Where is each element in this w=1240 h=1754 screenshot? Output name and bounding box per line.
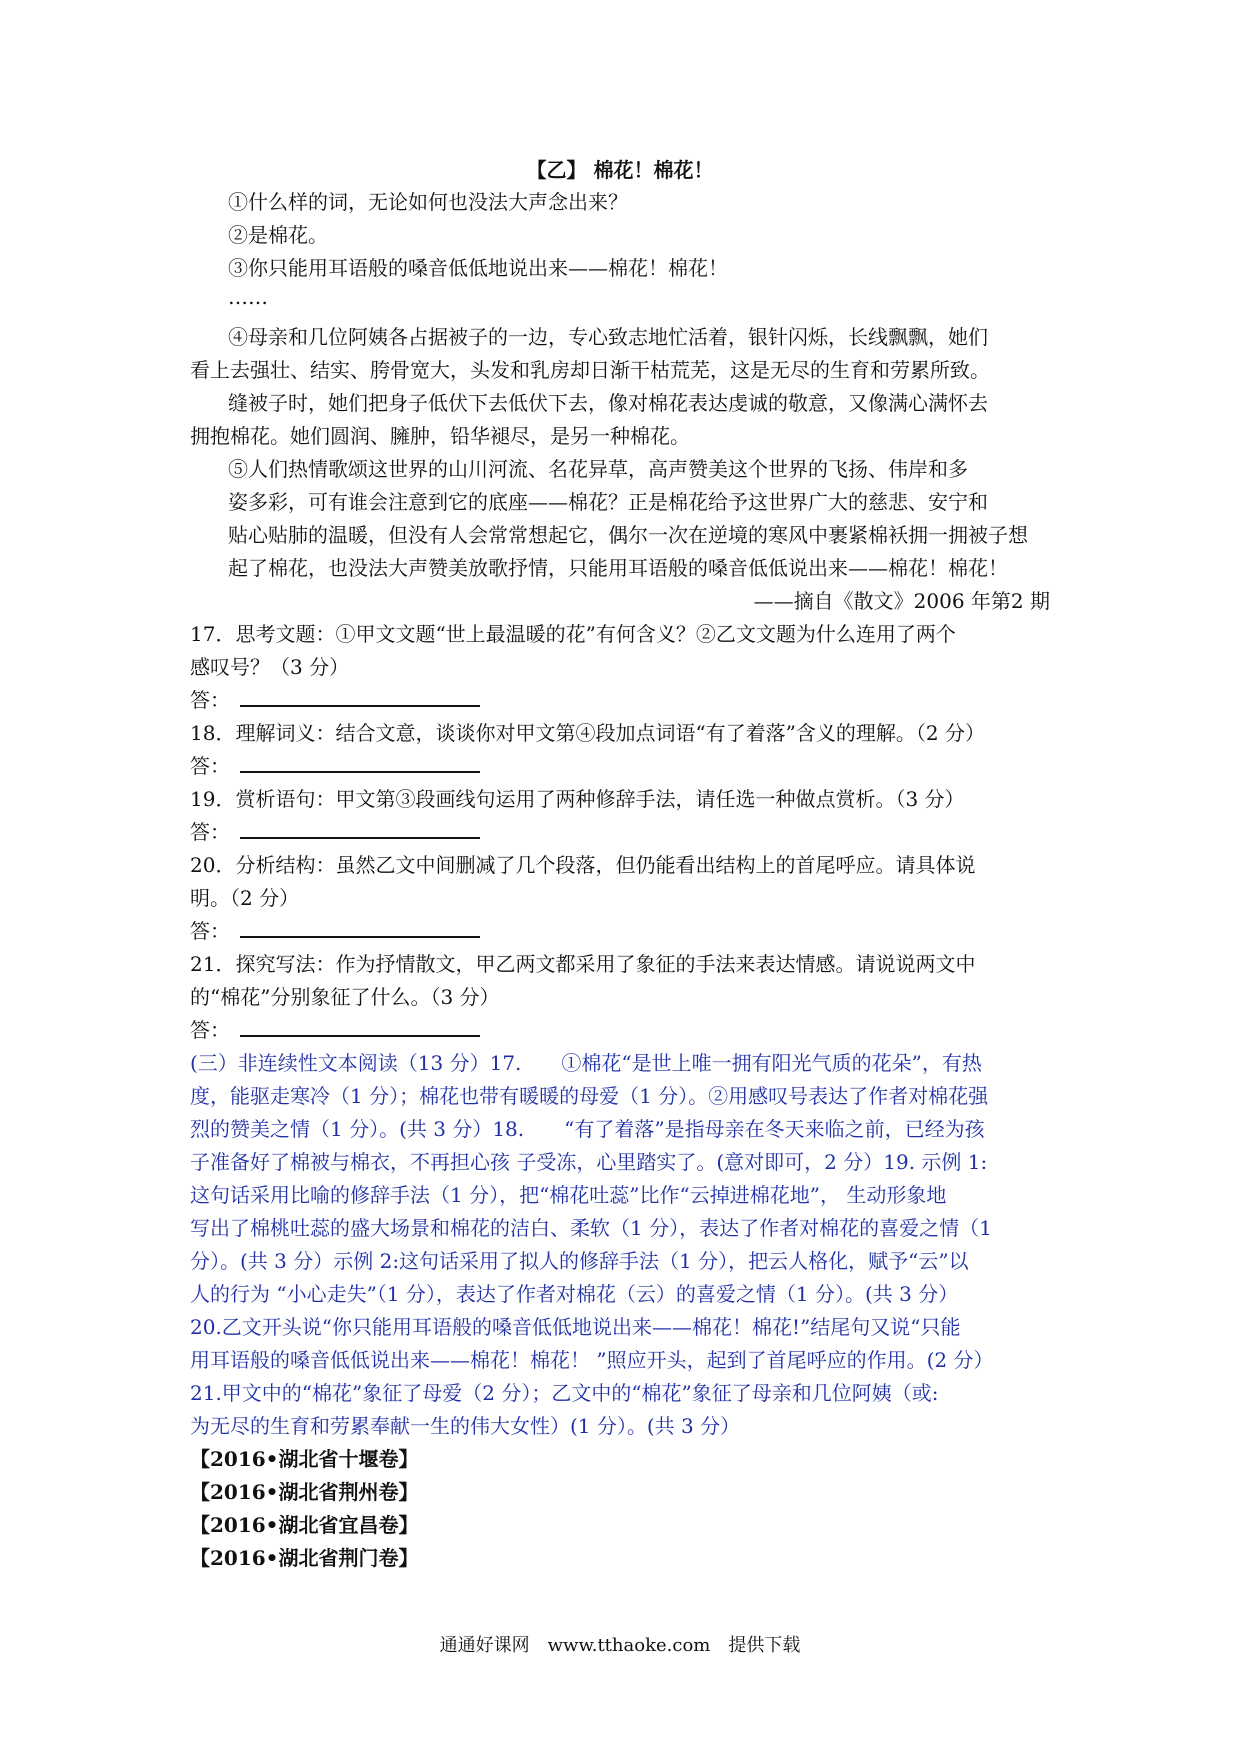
answer-blank-17[interactable]: [240, 687, 480, 707]
section-heading-jingmen: 【2016•湖北省荆门卷】: [190, 1546, 419, 1570]
answer-label: 答：: [190, 820, 230, 844]
question-18: 18．理解词义：结合文意，谈谈你对甲文第④段加点词语“有了着落”含义的理解。（2 分）: [190, 721, 985, 745]
page-footer: 通通好课网 www.tthaoke.com 提供下载: [439, 1635, 801, 1656]
source-citation: ——摘自《散文》2006 年第2 期: [753, 589, 1050, 613]
passage-title: 【乙】 棉花！棉花！: [526, 158, 714, 182]
answer-key-line-6: 写出了棉桃吐蕊的盛大场景和棉花的洁白、柔软（1 分），表达了作者对棉花的喜爱之情（1: [190, 1216, 992, 1240]
answer-row-20: [190, 917, 480, 945]
answer-blank-19[interactable]: [240, 819, 480, 839]
answer-label: 答：: [190, 1018, 230, 1042]
section-heading-jingzhou: 【2016•湖北省荆州卷】: [190, 1480, 419, 1504]
question-17-line-1: 17．思考文题：①甲文文题“世上最温暖的花”有何含义？②乙文文题为什么连用了两个: [190, 622, 956, 646]
section-heading-yichang: 【2016•湖北省宜昌卷】: [190, 1513, 419, 1537]
paragraph-4-line-3: 缝被子时，她们把身子低伏下去低伏下去，像对棉花表达虔诚的敬意，又像满心满怀去: [228, 391, 988, 415]
paragraph-4-line-4: 拥抱棉花。她们圆润、臃肿，铅华褪尽，是另一种棉花。: [190, 424, 690, 448]
question-17-line-2: 感叹号？（3 分）: [190, 655, 350, 679]
answer-row-19: [190, 818, 480, 846]
paragraph-5-line-1: ⑤人们热情歌颂这世界的山川河流、名花异草，高声赞美这个世界的飞扬、伟岸和多: [228, 457, 968, 481]
section-heading-shiyan: 【2016•湖北省十堰卷】: [190, 1447, 419, 1471]
answer-key-line-3: 烈的赞美之情（1 分）。(共 3 分）18. “有了着落”是指母亲在冬天来临之前，已经为孩: [190, 1117, 985, 1141]
answer-key-line-11: 21.甲文中的“棉花”象征了母爱（2 分）；乙文中的“棉花”象征了母亲和几位阿姨（或:: [190, 1381, 939, 1405]
paragraph-4-line-2: 看上去强壮、结实、胯骨宽大，头发和乳房却日渐干枯荒芜，这是无尽的生育和劳累所致。: [190, 358, 990, 382]
question-20-line-1: 20．分析结构：虽然乙文中间删减了几个段落，但仍能看出结构上的首尾呼应。请具体说: [190, 853, 976, 877]
paragraph-5-line-4: 起了棉花，也没法大声赞美放歌抒情，只能用耳语般的嗓音低低说出来——棉花！棉花！: [228, 556, 1008, 580]
question-19: 19．赏析语句：甲文第③段画线句运用了两种修辞手法，请任选一种做点赏析。（3 分）: [190, 787, 965, 811]
answer-blank-20[interactable]: [240, 918, 480, 938]
answer-row-18: [190, 752, 480, 780]
answer-key-line-12: 为无尽的生育和劳累奉献一生的伟大女性）(1 分）。(共 3 分）: [190, 1414, 741, 1438]
question-20-line-2: 明。（2 分）: [190, 886, 300, 910]
paragraph-3: ③你只能用耳语般的嗓音低低地说出来——棉花！棉花！: [228, 256, 728, 280]
question-21-line-1: 21．探究写法：作为抒情散文，甲乙两文都采用了象征的手法来表达情感。请说说两文中: [190, 952, 976, 976]
answer-key-line-1: (三）非连续性文本阅读（13 分）17. ①棉花“是世上唯一拥有阳光气质的花朵”，有热: [190, 1051, 982, 1075]
question-21-line-2: 的“棉花”分别象征了什么。（3 分）: [190, 985, 500, 1009]
answer-key-line-4: 子准备好了棉被与棉衣，不再担心孩 子受冻，心里踏实了。(意对即可，2 分）19. 示例 1:: [190, 1150, 988, 1174]
paragraph-5-line-2: 姿多彩，可有谁会注意到它的底座——棉花？正是棉花给予这世界广大的慈悲、安宁和: [228, 490, 988, 514]
answer-key-line-9: 20.乙文开头说“你只能用耳语般的嗓音低低地说出来——棉花！棉花!”结尾句又说“只能: [190, 1315, 961, 1339]
paragraph-5-line-3: 贴心贴肺的温暖，但没有人会常常想起它，偶尔一次在逆境的寒风中裹紧棉袄拥一拥被子想: [228, 523, 1028, 547]
answer-row-21: [190, 1016, 480, 1044]
answer-label: 答：: [190, 919, 230, 943]
answer-key-line-7: 分）。(共 3 分）示例 2:这句话采用了拟人的修辞手法（1 分），把云人格化，赋予“云”以: [190, 1249, 969, 1273]
paragraph-4-line-1: ④母亲和几位阿姨各占据被子的一边，专心致志地忙活着，银针闪烁，长线飘飘，她们: [228, 325, 988, 349]
answer-row-17: [190, 686, 480, 714]
answer-blank-21[interactable]: [240, 1017, 480, 1037]
paragraph-2: ②是棉花。: [228, 223, 328, 247]
answer-key-line-8: 人的行为 “小心走失”（1 分），表达了作者对棉花（云）的喜爱之情（1 分）。(共 3 分）: [190, 1282, 959, 1306]
paragraph-1: ①什么样的词，无论如何也没法大声念出来？: [228, 190, 628, 214]
answer-key-line-10: 用耳语般的嗓音低低说出来——棉花！棉花！ ”照应开头，起到了首尾呼应的作用。(2 分）: [190, 1348, 994, 1372]
answer-key-line-5: 这句话采用比喻的修辞手法（1 分），把“棉花吐蕊”比作“云掉进棉花地”， 生动形象地: [190, 1183, 947, 1207]
answer-blank-18[interactable]: [240, 753, 480, 773]
answer-label: 答：: [190, 688, 230, 712]
answer-key-line-2: 度，能驱走寒冷（1 分）；棉花也带有暖暖的母爱（1 分）。②用感叹号表达了作者对棉花强: [190, 1084, 989, 1108]
ellipsis: ……: [228, 285, 268, 309]
answer-label: 答：: [190, 754, 230, 778]
